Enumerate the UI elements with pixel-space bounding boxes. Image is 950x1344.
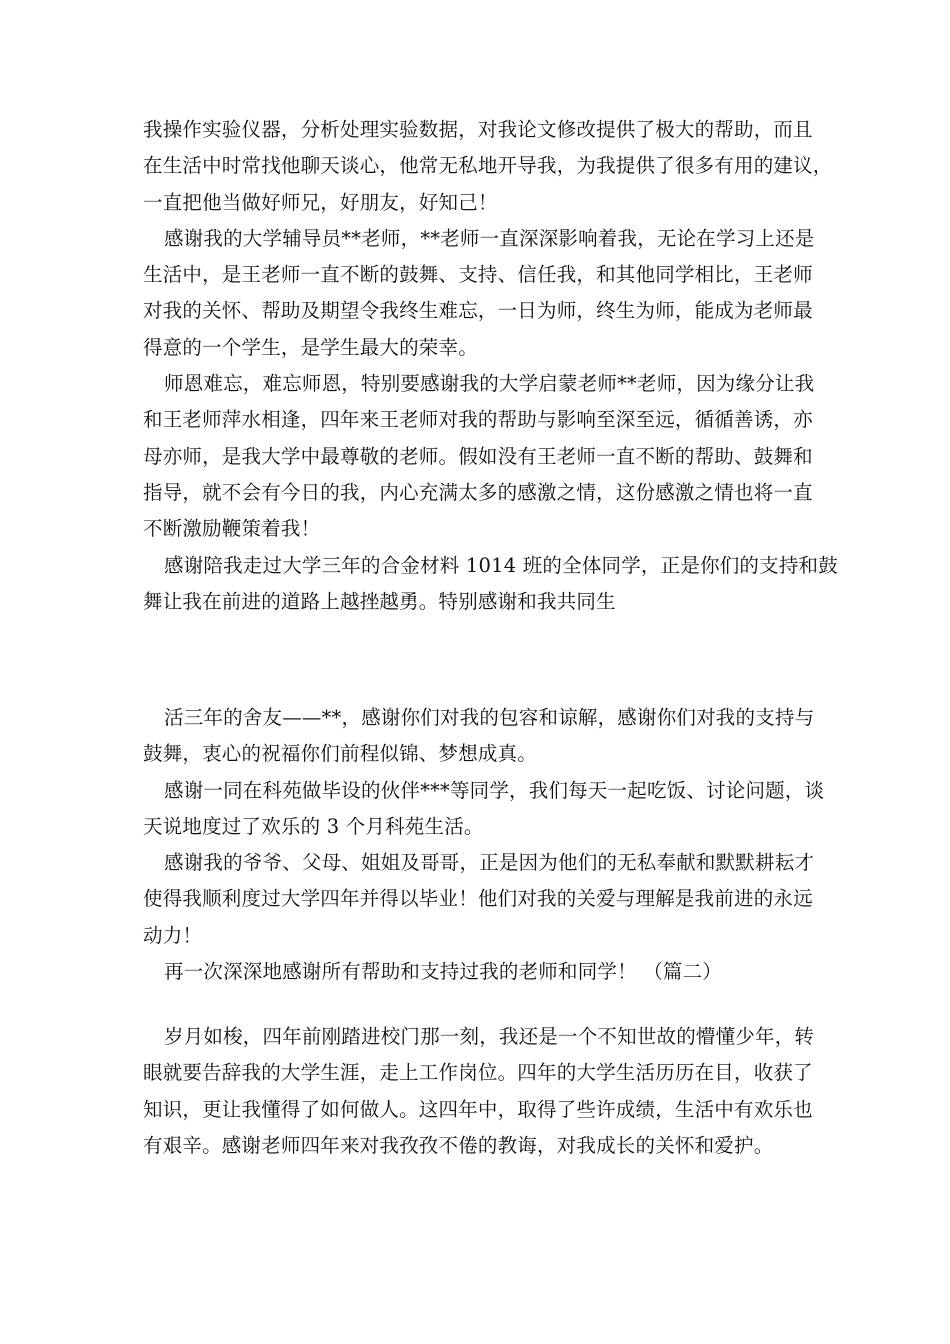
- paragraph-line: 感谢我的大学辅导员**老师，**老师一直深深影响着我，无论在学习上还是: [164, 226, 815, 250]
- paragraph-line: 师恩难忘，难忘师恩，特别要感谢我的大学启蒙老师**老师，因为缘分让我: [164, 372, 815, 396]
- paragraph-line: 知识，更让我懂得了如何做人。这四年中，取得了些许成绩，生活中有欢乐也: [143, 1097, 813, 1121]
- paragraph-line: 和王老师萍水相逢，四年来王老师对我的帮助与影响至深至远，循循善诱，亦: [143, 408, 813, 432]
- paragraph-line: 我操作实验仪器，分析处理实验数据，对我论文修改提供了极大的帮助，而且: [143, 118, 813, 141]
- paragraph-line: 感谢一同在科苑做毕设的伙伴***等同学，我们每天一起吃饭、讨论问题，谈: [164, 778, 825, 802]
- paragraph-line: 天说地度过了欢乐的 3 个月科苑生活。: [143, 814, 484, 838]
- paragraph-line: 鼓舞，衷心的祝福你们前程似锦、梦想成真。: [143, 742, 538, 766]
- paragraph-line: 感谢陪我走过大学三年的合金材料 1014 班的全体同学，正是你们的支持和鼓: [164, 553, 838, 577]
- paragraph-line: 眼就要告辞我的大学生涯，走上工作岗位。四年的大学生活历历在目，收获了: [143, 1061, 813, 1085]
- paragraph-line: 有艰辛。感谢老师四年来对我孜孜不倦的教诲，对我成长的关怀和爱护。: [143, 1133, 774, 1157]
- paragraph-line: 不断激励鞭策着我！: [143, 517, 321, 541]
- paragraph-line: 指导，就不会有今日的我，内心充满太多的感激之情，这份感激之情也将一直: [143, 480, 813, 504]
- paragraph-line: 得意的一个学生，是学生最大的荣幸。: [143, 335, 478, 359]
- paragraph-line: 一直把他当做好师兄，好朋友，好知己！: [143, 190, 498, 214]
- paragraph-line: 活三年的舍友——**，感谢你们对我的包容和谅解，感谢你们对我的支持与: [164, 706, 815, 729]
- text-block-2: [143, 700, 825, 990]
- paragraph-line: 对我的关怀、帮助及期望令我终生难忘，一日为师，终生为师，能成为老师最: [143, 299, 813, 323]
- paragraph-line: 岁月如梭，四年前刚踏进校门那一刻，我还是一个不知世故的懵懂少年，转: [164, 1025, 815, 1048]
- text-block-1: [143, 112, 838, 620]
- paragraph-line: 动力！: [143, 923, 203, 947]
- paragraph-line: 使得我顺利度过大学四年并得以毕业！他们对我的关爱与理解是我前进的永远: [143, 887, 813, 911]
- paragraph-line: 在生活中时常找他聊天谈心，他常无私地开导我，为我提供了很多有用的建议，: [143, 154, 833, 178]
- text-block-3: [143, 1019, 815, 1164]
- section-marker-line: 再一次深深地感谢所有帮助和支持过我的老师和同学！ （篇二）: [164, 960, 722, 984]
- paragraph-line: 感谢我的爷爷、父母、姐姐及哥哥，正是因为他们的无私奉献和默默耕耘才: [164, 851, 815, 875]
- paragraph-line: 母亦师，是我大学中最尊敬的老师。假如没有王老师一直不断的帮助、鼓舞和: [143, 444, 813, 468]
- paragraph-line: 生活中，是王老师一直不断的鼓舞、支持、信任我，和其他同学相比，王老师: [143, 263, 813, 287]
- paragraph-line: 舞让我在前进的道路上越挫越勇。特别感谢和我共同生: [143, 589, 616, 613]
